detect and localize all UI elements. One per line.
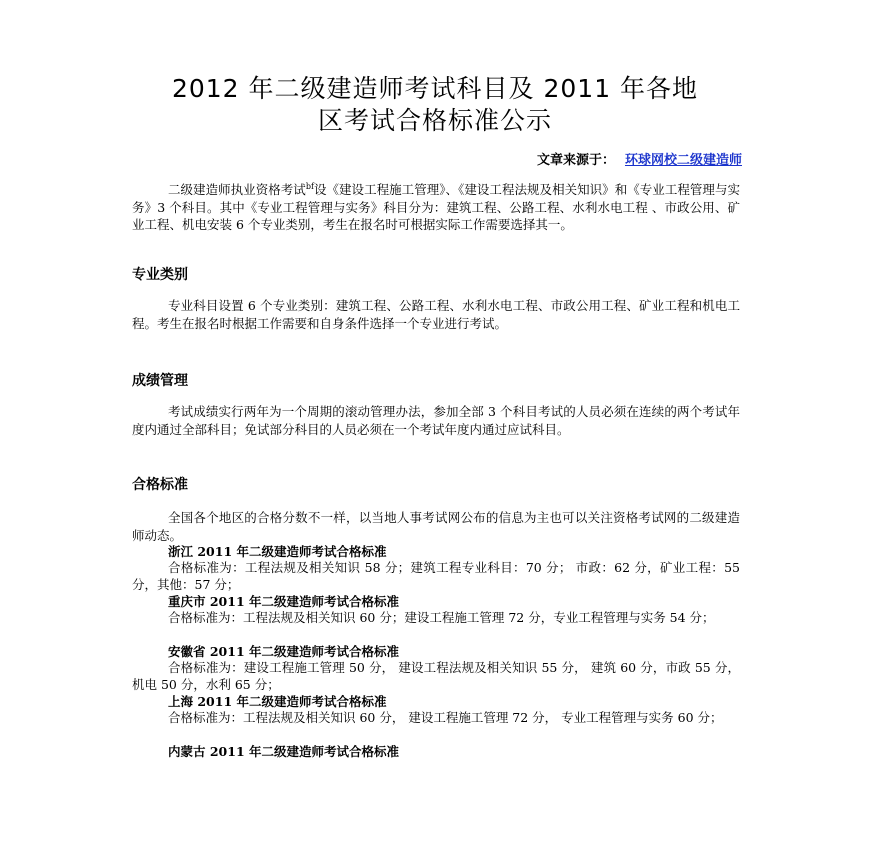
region-title-shanghai: 上海 2011 年二级建造师考试合格标准 [168,694,387,709]
region-title-inner-mongolia: 内蒙古 2011 年二级建造师考试合格标准 [168,744,399,759]
section-heading-scores: 成绩管理 [132,373,188,389]
region-title-zhejiang: 浙江 2011 年二级建造师考试合格标准 [168,544,387,559]
section-text-scores: 考试成绩实行两年为一个周期的滚动管理办法，参加全部 3 个科目考试的人员必须在连续的两个考试年度内通过全部科目；免试部分科目的人员必须在一个考试年度内通过应试科目。 [132,404,740,437]
region-title-chongqing: 重庆市 2011 年二级建造师考试合格标准 [168,594,399,609]
region-title-anhui: 安徽省 2011 年二级建造师考试合格标准 [168,644,399,659]
region-detail-chongqing: 合格标准为：工程法规及相关知识 60 分；建设工程施工管理 72 分，专业工程管理与实务 54 分； [168,610,715,625]
intro-superscript: bf [305,182,314,191]
region-detail-shanghai: 合格标准为：工程法规及相关知识 60 分， 建设工程施工管理 72 分， 专业工程管理与实务 60 分； [168,710,723,725]
intro-text-b: 设《建设工程施工管理》、《建设工程法规及相关知识》和《专业工程管理与实务》3 个科目。其中《专业工程管理与实务》科目分为：建筑工程、公路工程、水利水电工程 、市政公用、矿业工程、机电安装 6 个专业类别，考生在报名时可根据实际工作需要选择其一。 [132,182,740,233]
section-heading-specialty: 专业类别 [132,267,188,283]
article-source [537,149,742,168]
intro-text-a: 二级建造师执业资格考试 [168,182,306,198]
intro-paragraph [132,178,740,234]
document-title-line-2: 区考试合格标准公示 [317,106,552,135]
region-detail-zhejiang: 合格标准为：工程法规及相关知识 58 分；建筑工程专业科目：70 分； 市政：62 分，矿业工程：55 分，其他：57 分； [132,560,740,592]
document-title-line-1: 2012 年二级建造师考试科目及 2011 年各地 [171,74,699,103]
section-text-standard: 全国各个地区的合格分数不一样，以当地人事考试网公布的信息为主也可以关注资格考试网的二级建造师动态。 [132,510,740,543]
source-link[interactable]: 环球网校二级建造师 [624,153,742,168]
region-detail-anhui: 合格标准为：建设工程施工管理 50 分， 建设工程法规及相关知识 55 分， 建筑 60 分，市政 55 分，机电 50 分，水利 65 分； [132,660,740,692]
section-text-specialty: 专业科目设置 6 个专业类别：建筑工程、公路工程、水利水电工程、市政公用工程、矿业工程和机电工程。考生在报名时根据工作需要和自身条件选择一个专业进行考试。 [132,298,740,331]
source-label: 文章来源于： [536,153,615,168]
section-heading-standard: 合格标准 [132,477,188,493]
